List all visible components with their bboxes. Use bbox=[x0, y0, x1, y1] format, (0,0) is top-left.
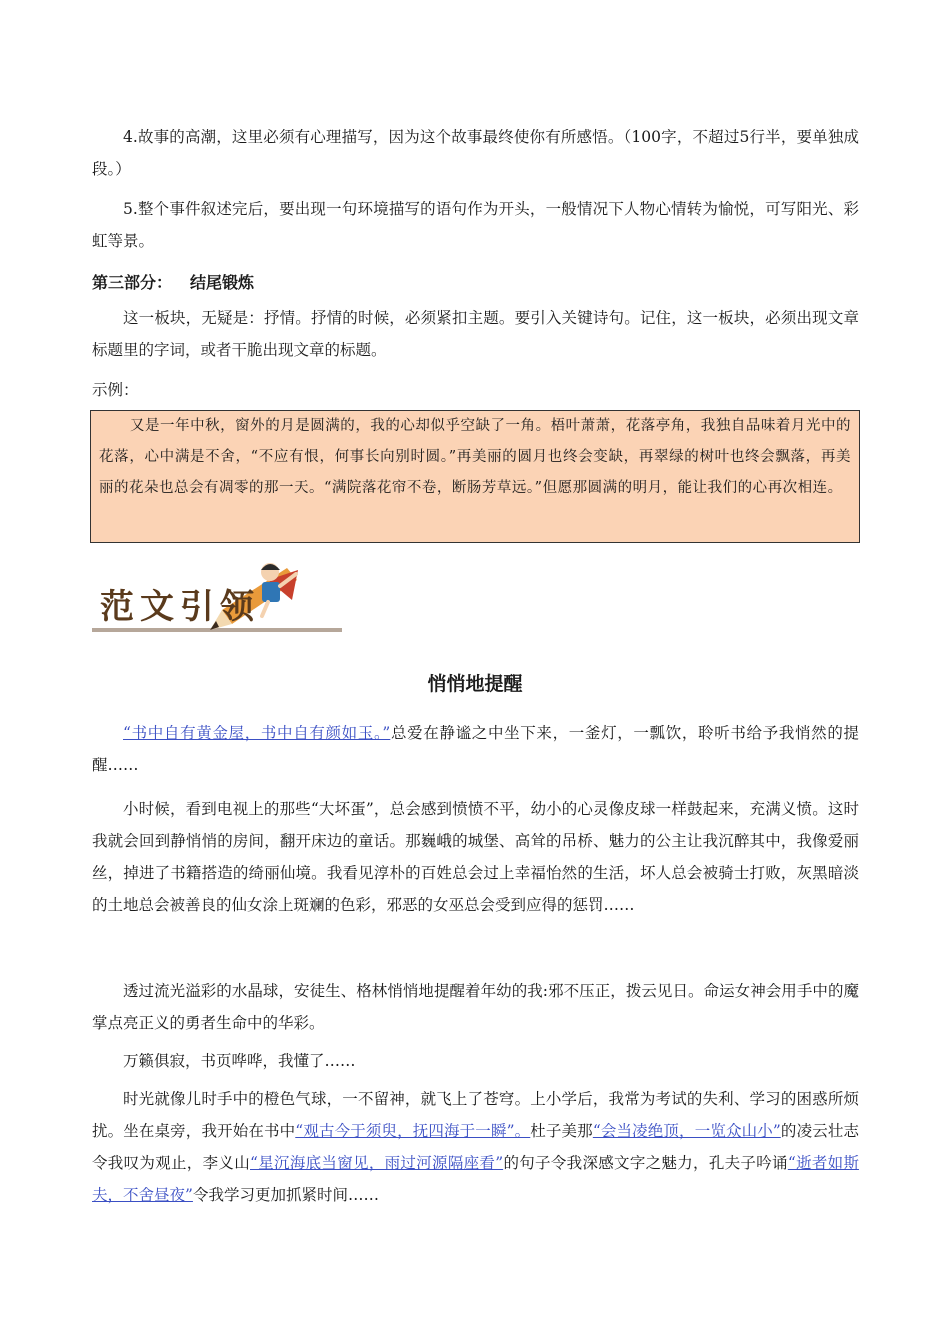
example-label: 示例： bbox=[92, 381, 139, 399]
essay-paragraph-2: 小时候，看到电视上的那些“大坏蛋”，总会感到愤愤不平，幼小的心灵像皮球一样鼓起来，充满义愤。这时我就会回到静悄悄的房间，翻开床边的童话。那巍峨的城堡、高耸的吊桥、魅力的公主让我沉醉其中，我像爱丽丝，掉进了书籍搭造的绮丽仙境。我看见淳朴的百姓总会过上幸福怡然的生活，坏人总会被骑士打败，灰黑暗淡的土地总会被善良的仙女涂上斑斓的色彩，邪恶的女巫总会受到应得的惩罚…… bbox=[92, 800, 859, 914]
essay-title: 悄悄地提醒 bbox=[427, 673, 523, 695]
banner-underline bbox=[92, 628, 342, 632]
essay-paragraph-5 bbox=[92, 1083, 859, 1211]
example-box bbox=[90, 410, 860, 543]
banner-illustration bbox=[92, 560, 342, 642]
section-title: 结尾锻炼 bbox=[190, 273, 255, 292]
essay-paragraph-3: 透过流光溢彩的水晶球，安徒生、格林悄悄地提醒着年幼的我:邪不压正，拨云见日。命运女神会用手中的魔掌点亮正义的勇者生命中的华彩。 bbox=[92, 982, 859, 1032]
quote-link[interactable]: “观古今于须臾，抚四海于一瞬”。 bbox=[295, 1122, 531, 1140]
quote-link[interactable]: “书中自有黄金屋，书中自有颜如玉。” bbox=[123, 724, 391, 742]
paragraph-text: 总爱在静谧之中坐下来，一釜灯，一瓢饮，聆听书给予我悄然的提醒…… bbox=[92, 724, 859, 774]
essay-paragraph-1 bbox=[92, 717, 859, 781]
quote-link[interactable]: “会当凌绝顶，一览众山小” bbox=[592, 1122, 781, 1140]
tip-5: 5.整个事件叙述完后，要出现一句环境描写的语句作为开头，一般情况下人物心情转为愉悦，可写阳光、彩虹等景。 bbox=[92, 200, 859, 250]
tip-4: 4.故事的高潮，这里必须有心理描写，因为这个故事最终使你有所感悟。（100字，不超过5行半，要单独成段。） bbox=[92, 128, 859, 178]
paragraph-text: 杜子美那 bbox=[530, 1122, 593, 1140]
banner-text: 范文引领 bbox=[100, 587, 260, 627]
quote-link[interactable]: “星沉海底当窗见，雨过河源隔座看” bbox=[250, 1154, 504, 1172]
section-body: 这一板块，无疑是：抒情。抒情的时候，必须紧扣主题。要引入关键诗句。记住，这一板块，必须出现文章标题里的字词，或者干脆出现文章的标题。 bbox=[92, 309, 859, 359]
kid-leg bbox=[262, 602, 268, 616]
essay-paragraph-4: 万籁俱寂，书页哗哗，我懂了…… bbox=[123, 1052, 356, 1070]
section-label: 第三部分： bbox=[92, 273, 173, 292]
paragraph-text: 令我学习更加抓紧时间…… bbox=[192, 1186, 379, 1204]
quote-link[interactable]: “逝者如斯夫，不舍昼夜” bbox=[92, 1154, 859, 1204]
example-text: 又是一年中秋，窗外的月是圆满的，我的心却似乎空缺了一角。梧叶萧萧，花落亭角，我独自品味着月光中的花落，心中满是不舍，“不应有恨，何事长向别时圆。”再美丽的圆月也终会变缺，再翠绿的树叶也终会飘落，再美丽的花朵也总会有凋零的那一天。“满院落花帘不卷，断肠芳草远。”但愿那圆满的明月，能让我们的心再次相连。 bbox=[99, 418, 851, 496]
kid-shirt bbox=[262, 582, 280, 602]
paragraph-text: 的凌云壮志令我叹为观止，李义山 bbox=[92, 1122, 859, 1172]
paragraph-text: 的句子令我深感文字之魅力，孔夫子吟诵 bbox=[503, 1154, 788, 1172]
paragraph-text: 时光就像儿时手中的橙色气球，一不留神，就飞上了苍穹。上小学后，我常为考试的失利、学习的困惑所烦扰。坐在桌旁，我开始在书中 bbox=[92, 1090, 859, 1140]
section-heading bbox=[92, 268, 254, 298]
